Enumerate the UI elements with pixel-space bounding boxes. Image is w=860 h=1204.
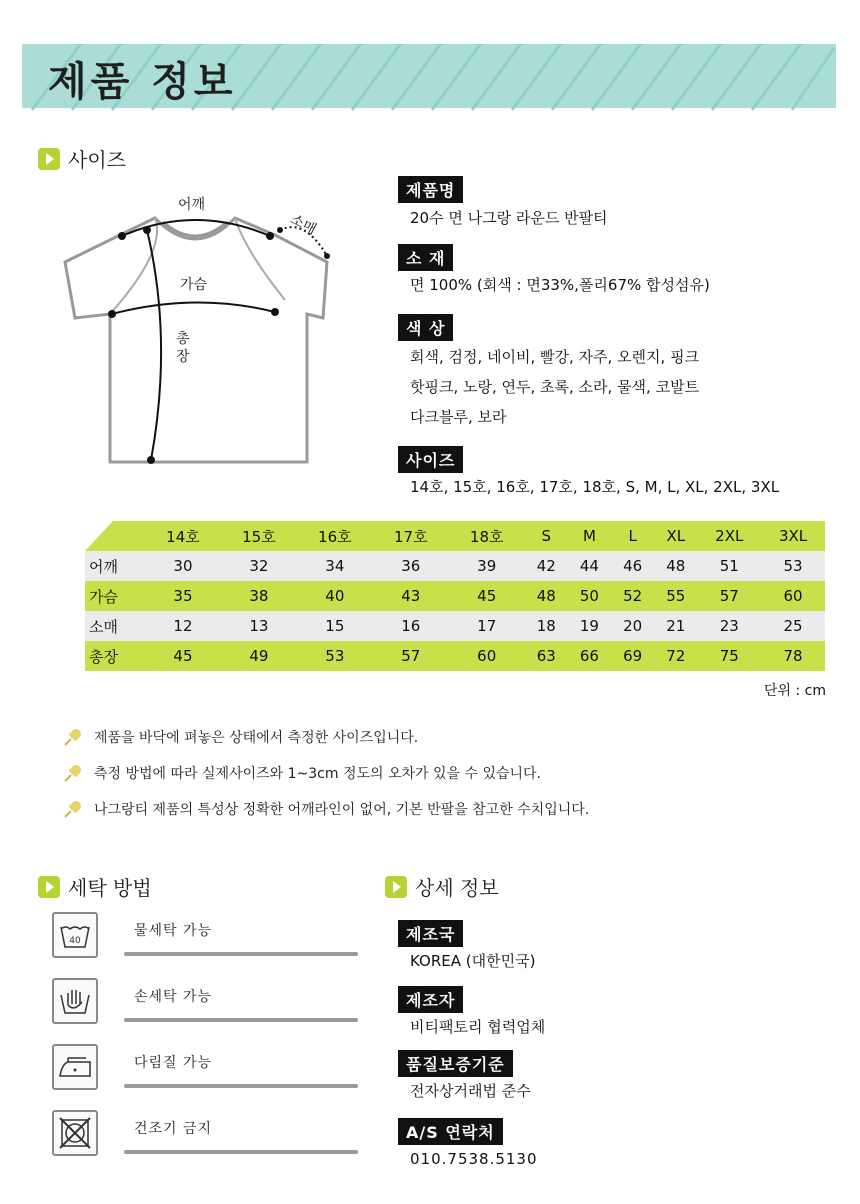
hand-wash-icon xyxy=(52,978,98,1024)
table-cell: 53 xyxy=(783,557,803,575)
size-header: 16호 xyxy=(318,527,352,546)
size-header: 17호 xyxy=(393,527,428,546)
size-table xyxy=(85,521,825,671)
table-cell: 57 xyxy=(401,647,421,665)
play-icon xyxy=(385,876,407,898)
table-cell: 60 xyxy=(783,587,803,605)
row-label: 어깨 xyxy=(89,557,118,576)
table-cell: 38 xyxy=(249,587,269,605)
wash-item xyxy=(52,912,362,962)
table-row xyxy=(85,641,825,671)
detail-section-header xyxy=(385,872,499,901)
size-header: 14호 xyxy=(166,527,200,546)
size-header: 18호 xyxy=(469,527,504,546)
material-value: 면 100% (회색 : 면33%,폴리67% 합성섬유) xyxy=(410,276,710,294)
colors-line-1: 회색, 검정, 네이비, 빨강, 자주, 오렌지, 핑크 xyxy=(410,348,700,366)
table-row xyxy=(85,551,825,581)
table-cell: 20 xyxy=(623,617,643,635)
table-cell: 25 xyxy=(783,617,803,635)
table-cell: 16 xyxy=(401,617,421,635)
table-cell: 39 xyxy=(477,557,497,575)
table-cell: 17 xyxy=(477,617,497,635)
row-label: 총장 xyxy=(89,647,118,666)
table-cell: 43 xyxy=(401,587,421,605)
note-item xyxy=(62,798,589,820)
product-name: 20수 면 나그랑 라운드 반팔티 xyxy=(410,209,608,227)
wash-label: 다림질 가능 xyxy=(134,1055,213,1071)
page-title: 제품 정보 xyxy=(48,59,237,105)
table-cell: 36 xyxy=(401,557,421,575)
maker-value: 비티팩토리 협력업체 xyxy=(410,1018,546,1036)
quality-value: 전자상거래법 준수 xyxy=(410,1082,531,1100)
divider xyxy=(124,1084,358,1088)
pushpin-icon xyxy=(62,798,84,820)
table-cell: 12 xyxy=(173,617,193,635)
label-chest: 가슴 xyxy=(180,277,208,293)
table-cell: 49 xyxy=(249,647,269,665)
wash-label: 손세탁 가능 xyxy=(134,989,213,1005)
table-cell: 60 xyxy=(477,647,497,665)
table-cell: 15 xyxy=(325,617,345,635)
table-cell: 72 xyxy=(666,647,686,665)
table-cell: 48 xyxy=(536,587,556,605)
table-header-row xyxy=(85,521,825,551)
size-header: L xyxy=(628,527,637,545)
table-cell: 53 xyxy=(325,647,345,665)
size-header: 3XL xyxy=(778,527,808,545)
wash-section-header xyxy=(38,872,152,901)
size-tag: 사이즈 xyxy=(398,446,463,473)
pushpin-icon xyxy=(62,726,84,748)
note-item xyxy=(62,762,541,784)
wash-item xyxy=(52,978,362,1028)
table-cell: 40 xyxy=(325,587,345,605)
label-shoulder: 어깨 xyxy=(178,197,206,213)
table-corner xyxy=(85,521,145,551)
colors-line-2: 핫핑크, 노랑, 연두, 초록, 소라, 물색, 코발트 xyxy=(410,378,700,396)
size-header: XL xyxy=(666,527,686,545)
country-tag: 제조국 xyxy=(398,920,463,947)
label-length-2: 장 xyxy=(176,349,190,365)
size-section-header xyxy=(38,144,126,173)
table-cell: 63 xyxy=(536,647,556,665)
unit-label: 단위 : cm xyxy=(763,683,826,699)
colors-line-3: 다크블루, 보라 xyxy=(410,408,507,426)
wash-label: 건조기 금지 xyxy=(134,1121,213,1137)
divider xyxy=(124,1150,358,1154)
wash-item xyxy=(52,1044,362,1094)
no-tumble-dry-icon xyxy=(52,1110,98,1156)
size-section-title: 사이즈 xyxy=(68,148,126,172)
wash-section-title: 세탁 방법 xyxy=(68,876,152,900)
table-cell: 57 xyxy=(719,587,739,605)
as-value: 010.7538.5130 xyxy=(410,1150,538,1168)
row-label: 소매 xyxy=(89,617,118,636)
table-cell: 42 xyxy=(536,557,556,575)
table-cell: 75 xyxy=(719,647,739,665)
row-label: 가슴 xyxy=(89,587,118,606)
table-row xyxy=(85,581,825,611)
size-header: M xyxy=(582,527,596,545)
country-value: KOREA (대한민국) xyxy=(410,952,536,970)
table-cell: 51 xyxy=(719,557,739,575)
table-cell: 50 xyxy=(579,587,599,605)
divider xyxy=(124,1018,358,1022)
size-header: 15호 xyxy=(242,527,276,546)
play-icon xyxy=(38,876,60,898)
divider xyxy=(124,952,358,956)
size-header: S xyxy=(541,527,552,545)
pushpin-icon xyxy=(62,762,84,784)
iron-icon xyxy=(52,1044,98,1090)
table-cell: 13 xyxy=(249,617,269,635)
play-icon xyxy=(38,148,60,170)
table-cell: 66 xyxy=(579,647,599,665)
table-cell: 19 xyxy=(579,617,599,635)
sizes-value: 14호, 15호, 16호, 17호, 18호, S, M, L, XL, 2XL, 3XL xyxy=(410,478,780,496)
table-cell: 55 xyxy=(666,587,686,605)
product-name-tag: 제품명 xyxy=(398,176,463,203)
table-cell: 69 xyxy=(623,647,643,665)
quality-tag: 품질보증기준 xyxy=(398,1050,513,1077)
color-tag: 색 상 xyxy=(398,314,453,341)
table-cell: 23 xyxy=(719,617,739,635)
table-cell: 52 xyxy=(623,587,643,605)
table-cell: 48 xyxy=(666,557,686,575)
note-text: 측정 방법에 따라 실제사이즈와 1~3cm 정도의 오차가 있을 수 있습니다. xyxy=(94,766,542,782)
table-row xyxy=(85,611,825,641)
table-cell: 45 xyxy=(477,587,497,605)
table-cell: 44 xyxy=(579,557,599,575)
size-header: 2XL xyxy=(715,527,744,545)
note-text: 제품을 바닥에 펴놓은 상태에서 측정한 사이즈입니다. xyxy=(94,730,419,746)
note-text: 나그랑티 제품의 특성상 정확한 어깨라인이 없어, 기본 반팔을 참고한 수치입니다. xyxy=(94,802,590,818)
maker-tag: 제조자 xyxy=(398,986,463,1013)
wash-label: 물세탁 가능 xyxy=(134,923,213,939)
table-cell: 78 xyxy=(783,647,803,665)
wash-item xyxy=(52,1110,362,1160)
table-cell: 18 xyxy=(536,617,556,635)
material-tag: 소 재 xyxy=(398,244,453,271)
wash-40-icon xyxy=(52,912,98,958)
svg-text:40: 40 xyxy=(69,936,81,946)
table-cell: 34 xyxy=(325,557,345,575)
as-tag: A/S 연락처 xyxy=(398,1118,503,1145)
table-cell: 46 xyxy=(623,557,643,575)
table-cell: 21 xyxy=(666,617,686,635)
table-cell: 45 xyxy=(173,647,193,665)
table-cell: 35 xyxy=(173,587,193,605)
table-cell: 30 xyxy=(173,557,193,575)
label-sleeve: 소매 xyxy=(287,211,319,239)
label-length-1: 총 xyxy=(176,331,190,347)
table-cell: 32 xyxy=(249,557,269,575)
detail-section-title: 상세 정보 xyxy=(415,876,499,900)
note-item xyxy=(62,726,418,748)
